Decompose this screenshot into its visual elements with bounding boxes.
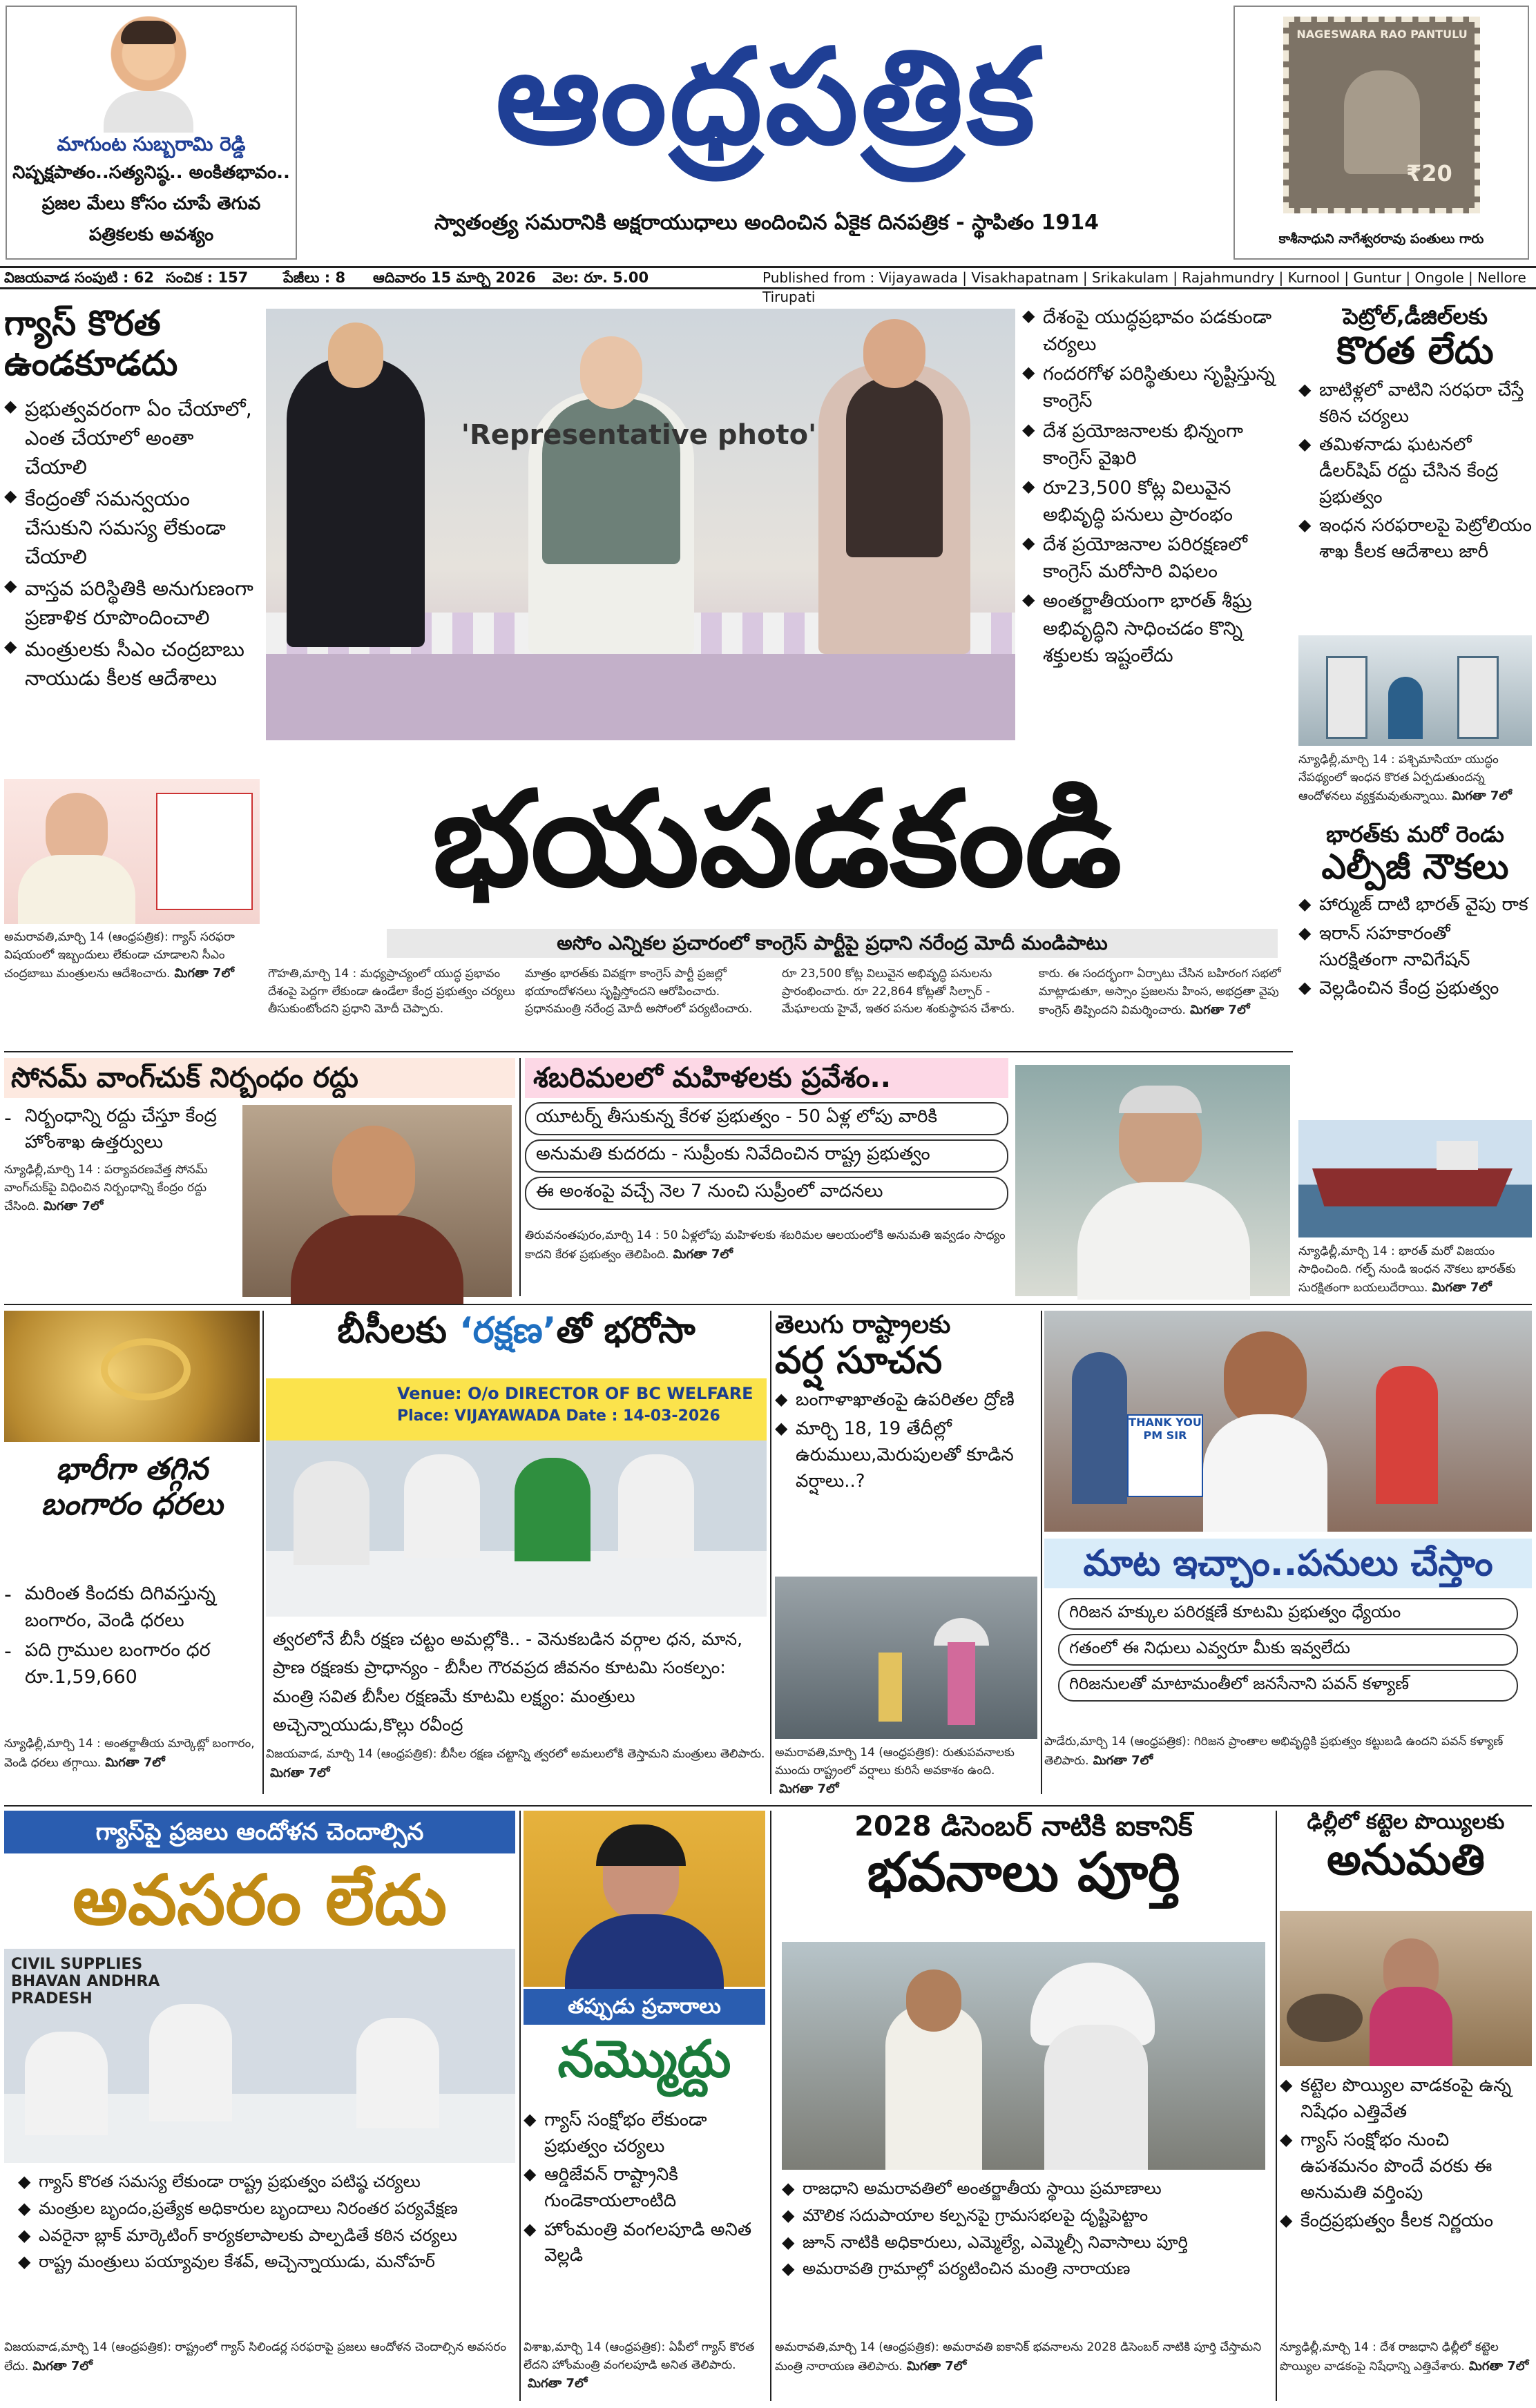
list-item: ◆ బంగాళాఖాతంపై ఉపరితల ద్రోణి bbox=[775, 1387, 1037, 1414]
caption-line-2: ప్రజల మేలు కోసం చూపే తెగువ bbox=[41, 193, 261, 214]
petrol-kicker: పెట్రోల్,డీజిల్‌లకు bbox=[1343, 303, 1488, 329]
more-link[interactable]: మిగతా 7లో bbox=[174, 966, 234, 981]
maata-bullets bbox=[1058, 1594, 1518, 1706]
lpg-kicker: భారత్‌కు మరో రెండు bbox=[1326, 821, 1504, 847]
list-item: - మరింత కిందకు దిగివస్తున్న బంగారం, వెండి ధరలు bbox=[4, 1580, 260, 1634]
lpg-story bbox=[1298, 822, 1532, 1305]
sonam-photo bbox=[242, 1105, 512, 1297]
dateline-bar bbox=[0, 266, 1536, 305]
rain-text: అమరావతి,మార్చి 14 (ఆంధ్రపత్రిక): రుతుపవనాలకు ముందు రాష్ట్రంలో వర్షాలు కురిసే అవకాశం ఉంది. bbox=[775, 1746, 1015, 1778]
bc-headline-quote: ‘రక్షణ’ bbox=[459, 1310, 557, 1351]
avasaram-text: విజయవాడ,మార్చి 14 (ఆంధ్రపత్రిక): రాష్ట్రంలో గ్యాస్ సిలిండర్ల సరఫరాపై ప్రజలు ఆందోళన చెందాల్సిన అవసరం లేదు. bbox=[4, 2340, 507, 2373]
divider bbox=[519, 1811, 521, 2401]
civil-supplies-photo bbox=[4, 1949, 515, 2163]
list-item: ◆ ఇంధన సరఫరాలపై పెట్రోలియం శాఖ కీలక ఆదేశాలు జారీ bbox=[1298, 513, 1532, 565]
list-item: ◆ కేంద్రప్రభుత్వం కీలక నిర్ణయం bbox=[1280, 2208, 1532, 2235]
divider bbox=[770, 1311, 771, 1794]
photo-sign: CIVIL SUPPLIES BHAVAN ANDHRA PRADESH bbox=[11, 1956, 160, 2007]
pill: గతంలో ఈ నిధులు ఎవ్వరూ మీకు ఇవ్వలేదు bbox=[1058, 1634, 1518, 1666]
caption-line-3: పత్రికలకు అవశ్యం bbox=[88, 224, 214, 245]
gas-headline: గ్యాస్ కొరత ఉండకూడదు bbox=[4, 303, 178, 383]
delhi-story bbox=[1280, 1811, 1532, 2405]
banner-place: Place: VIJAYAWADA Date : 14-03-2026 bbox=[397, 1407, 720, 1425]
list-item: ◆ ఎవరైనా బ్లాక్ మార్కెటింగ్ కార్యకలాపాలకు పాల్పడితే కఠిన చర్యలు bbox=[18, 2224, 508, 2248]
stamp-value: ₹20 bbox=[1406, 160, 1452, 186]
right-ear-box bbox=[1233, 6, 1529, 260]
main-headline: భయపడకండి bbox=[432, 762, 1122, 916]
divider bbox=[4, 1304, 1532, 1305]
list-item: ◆ వెల్లడించిన కేంద్ర ప్రభుత్వం bbox=[1298, 976, 1532, 1002]
gold-body bbox=[4, 1735, 260, 1798]
cbn-body bbox=[4, 929, 260, 1050]
modi-bullets-box bbox=[1022, 304, 1292, 746]
bc-headline-post: తో భరోసా bbox=[556, 1310, 695, 1351]
rain-kicker: తెలుగు రాష్ట్రాలకు bbox=[775, 1311, 951, 1339]
maata-body bbox=[1044, 1733, 1532, 1799]
gold-headline: భారీగా తగ్గిన బంగారం ధరలు bbox=[41, 1452, 223, 1522]
fuel-pump-photo bbox=[1298, 635, 1532, 746]
stamp-text: NAGESWARA RAO PANTULU bbox=[1296, 28, 1468, 41]
list-item: ◆ కట్టెల పొయ్యిల వాడకంపై ఉన్న నిషేధం ఎత్తివేత bbox=[1280, 2073, 1532, 2125]
rain-body bbox=[775, 1744, 1037, 1798]
more-link[interactable]: మిగతా 7లో bbox=[1093, 1753, 1153, 1768]
rain-headline: వర్ష సూచన bbox=[775, 1338, 943, 1383]
petrol-text: న్యూఢిల్లీ,మార్చి 14 : పశ్చిమాసియా యుద్ధం నేపథ్యంలో ఇంధన కొరత ఏర్పడుతుందన్న ఆందోళనలు వ్యక్తమవుతున్నాయి. bbox=[1298, 753, 1499, 803]
list-item: ◆ దేశంపై యుద్ధప్రభావం పడకుండా చర్యలు bbox=[1022, 304, 1292, 358]
lpg-bullets bbox=[1298, 892, 1532, 1002]
petrol-headline: కొరత లేదు bbox=[1336, 328, 1494, 372]
firewood-stove-photo bbox=[1280, 1911, 1532, 2066]
rumor-story bbox=[524, 1811, 765, 2405]
sabarimala-body bbox=[525, 1227, 1008, 1296]
bc-bullets: త్వరలోనే బీసీ రక్షణ చట్టం అమల్లోకి.. - వెనుకబడిన వర్గాల ధన, మాన, ప్రాణ రక్షణకు ప్రాధాన్యం - బీసీల గౌరవప్రద జీవనం కూటమి సంకల్పం: మంత్రి సవిత బీసీల రక్షణమే కూటమి లక్ష్యం: మంత్రులు అచ్చెన్నాయుడు,కొల్లు రవీంద్ర bbox=[273, 1629, 743, 1735]
pages: పేజీలు : 8 bbox=[283, 269, 346, 286]
more-link[interactable]: మిగతా 7లో bbox=[32, 2358, 93, 2373]
list-item: ◆ గ్యాస్ కొరత సమస్య లేకుండా రాష్ట్ర ప్రభుత్వం పటిష్ఠ చర్యలు bbox=[18, 2170, 508, 2194]
list-item: ◆ కేంద్రంతో సమన్వయం చేసుకుని సమస్య లేకుండా చేయాలి bbox=[4, 484, 260, 571]
bc-headline bbox=[266, 1311, 767, 1352]
divider bbox=[4, 1805, 1532, 1807]
list-item: ◆ రూ23,500 కోట్ల విలువైన అభివృద్ధి పనులు ప్రారంభం bbox=[1022, 474, 1292, 528]
rumor-body bbox=[524, 2339, 765, 2401]
gold-text: న్యూఢిల్లీ,మార్చి 14 : అంతర్జాతీయ మార్కెట్లో బంగారం, వెండి ధరలు తగ్గాయి. bbox=[4, 1737, 255, 1770]
main-col-4 bbox=[1039, 965, 1292, 1045]
pill: ఈ అంశంపై వచ్చే నెల 7 నుంచి సుప్రీంలో వాదనలు bbox=[525, 1177, 1008, 1210]
rumor-bullets bbox=[524, 2108, 765, 2272]
delhi-text: న్యూఢిల్లీ,మార్చి 14 : దేశ రాజధాని ఢిల్లీలో కట్టెల పొయ్యిల వాడకంపై నిషేధాన్ని ఎత్తివేశారు. bbox=[1280, 2340, 1499, 2373]
gold-photo bbox=[4, 1311, 260, 1442]
more-link[interactable]: మిగతా 7లో bbox=[528, 2376, 588, 2391]
main-subhead: అసోం ఎన్నికల ప్రచారంలో కాంగ్రెస్ పార్టీపై ప్రధాని నరేంద్ర మోదీ మండిపాటు bbox=[387, 929, 1278, 958]
list-item: ◆ ప్రభుత్వవరంగా ఏం చేయాలో, ఎంత చేయాలో అంతా చేయాలి bbox=[4, 394, 260, 481]
amaravati-bullets bbox=[782, 2177, 1265, 2284]
more-link[interactable]: మిగతా 7లో bbox=[1468, 2358, 1529, 2373]
amaravati-story bbox=[775, 1811, 1272, 2405]
list-item: ◆ మార్చి 18, 19 తేదీల్లో ఉరుములు,మెరుపులతో కూడిన వర్షాలు..? bbox=[775, 1416, 1037, 1494]
lpg-headline: ఎల్పీజీ నౌకలు bbox=[1321, 846, 1509, 887]
list-item: ◆ బాటిళ్లలో వాటిని సరఫరా చేస్తే కఠిన చర్యలు bbox=[1298, 378, 1532, 430]
divider bbox=[262, 1311, 264, 1794]
list-item: - పది గ్రాముల బంగారం ధర రూ.1,59,660 bbox=[4, 1637, 260, 1691]
list-item: ◆ దేశ ప్రయోజనాలకు భిన్నంగా కాంగ్రెస్ వైఖరి bbox=[1022, 418, 1292, 472]
sabarimala-text: తిరువనంతపురం,మార్చి 14 : 50 ఏళ్లలోపు మహిళలకు శబరిమల ఆలయంలోకి అనుమతి ఇవ్వడం సాధ్యం కాదని కేరళ ప్రభుత్వం తెలిపింది. bbox=[525, 1229, 1006, 1262]
amaravati-text: అమరావతి,మార్చి 14 (ఆంధ్రపత్రిక): అమరావతి ఐకానిక్ భవనాలను 2028 డిసెంబర్ నాటికి పూర్తి చేస్తామని మంత్రి నారాయణ తెలిపారు. bbox=[775, 2340, 1262, 2373]
cbn-photo bbox=[4, 779, 260, 924]
tagline: స్వాతంత్ర్య సమరానికి అక్షరాయుధాలు అందించిన ఏకైక దినపత్రిక - స్థాపితం 1914 bbox=[434, 211, 1099, 235]
sonam-body bbox=[4, 1162, 232, 1300]
amaravati-body bbox=[775, 2339, 1272, 2401]
pill: అనుమతి కుదరదు - సుప్రీంకు నివేదించిన రాష్ట్ర ప్రభుత్వం bbox=[525, 1139, 1008, 1173]
list-item: ◆ హార్ముజ్ దాటి భారత్ వైపు రాక bbox=[1298, 892, 1532, 918]
banner-venue: Venue: O/o DIRECTOR OF BC WELFARE bbox=[397, 1384, 753, 1403]
delhi-bullets bbox=[1280, 2073, 1532, 2237]
sonam-story bbox=[4, 1058, 515, 1300]
amaravati-headline: భవనాలు పూర్తి bbox=[867, 1842, 1180, 1904]
list-item: ◆ గ్యాస్ సంక్షోభం లేకుండా ప్రభుత్వం చర్యలు bbox=[524, 2108, 765, 2159]
bc-story bbox=[266, 1311, 767, 1801]
volume: విజయవాడ సంపుటి : 62 bbox=[4, 269, 154, 286]
sonam-bullets bbox=[4, 1104, 232, 1155]
modi-bullets bbox=[1022, 304, 1292, 669]
divider bbox=[519, 1058, 521, 1296]
bc-body bbox=[266, 1746, 767, 1798]
list-item: ◆ మౌలిక సదుపాయాల కల్పనపై గ్రామసభలపై దృష్టిపెట్టాం bbox=[782, 2204, 1265, 2228]
more-link[interactable]: మిగతా 7లో bbox=[43, 1199, 104, 1213]
date: ఆదివారం 15 మార్చి 2026 bbox=[373, 269, 536, 286]
published-from: Published from : Vijayawada | Visakhapatnam | Srikakulam | Rajahmundry | Kurnool | Guntur | Ongole | Nellore Tirupati bbox=[762, 269, 1526, 305]
rain-story bbox=[775, 1311, 1037, 1801]
delhi-kicker: ఢిల్లీలో కట్టెల పొయ్యిలకు bbox=[1307, 1810, 1505, 1834]
sonam-headline: సోనమ్ వాంగ్‌చుక్ నిర్బంధం రద్దు bbox=[4, 1058, 515, 1098]
more-link[interactable]: మిగతా 7లో bbox=[105, 1755, 165, 1770]
list-item: ◆ జూన్ నాటికి అధికారులు, ఎమ్మెల్యే, ఎమ్మెల్సీ నివాసాలు పూర్తి bbox=[782, 2231, 1265, 2255]
sabarimala-pills bbox=[525, 1102, 1008, 1210]
list-item: ◆ ఇరాన్ సహకారంతో సురక్షితంగా నావిగేషన్ bbox=[1298, 921, 1532, 973]
list-item: ◆ రాష్ట్ర మంత్రులు పయ్యావుల కేశవ్, అచ్చెన్నాయుడు, మనోహర్ bbox=[18, 2250, 508, 2274]
pill: గిరిజనులతో మాటామంతీలో జనసేనాని పవన్ కళ్యాణ్ bbox=[1058, 1670, 1518, 1702]
vijayan-photo bbox=[1015, 1065, 1290, 1296]
newspaper-title: ఆంధ్రపత్రిక bbox=[495, 19, 1038, 173]
gas-bullets bbox=[4, 394, 260, 693]
more-link[interactable]: మిగతా 7లో bbox=[1189, 1003, 1250, 1017]
issue: సంచిక : 157 bbox=[166, 269, 249, 286]
masthead bbox=[0, 0, 1536, 266]
list-item: - నిర్బంధాన్ని రద్దు చేస్తూ కేంద్ర హోంశాఖ ఉత్తర్వులు bbox=[4, 1104, 232, 1155]
main-col-2: మాత్రం భారత్‌కు వివక్షగా కాంగ్రెస్ పార్టీ ప్రజల్లో భయాందోళనలు సృష్టిస్తోందని ఆరోపించారు. ప్రధానమంత్రి నరేంద్ర మోదీ అసోంలో పర్యటించారు. bbox=[525, 967, 753, 1016]
lpg-body bbox=[1298, 1243, 1532, 1302]
delhi-body bbox=[1280, 2339, 1532, 2401]
avasaram-headline: అవసరం లేదు bbox=[72, 1860, 448, 1940]
more-link[interactable]: మిగతా 7లో bbox=[1432, 1280, 1492, 1295]
modi-event-photo bbox=[266, 309, 1015, 740]
delhi-headline: అనుమతి bbox=[1327, 1833, 1485, 1885]
gold-story bbox=[4, 1311, 260, 1801]
list-item: ◆ ఆర్డిజేవన్ రాష్ట్రానికి గుండెకాయలాంటిది bbox=[524, 2162, 765, 2214]
gold-bullets bbox=[4, 1580, 260, 1694]
bc-meeting-photo bbox=[266, 1378, 767, 1617]
list-item: ◆ దేశ ప్రయోజనాల పరిరక్షణలో కాంగ్రెస్ మరోసారి విఫలం bbox=[1022, 531, 1292, 585]
maata-story bbox=[1044, 1311, 1532, 1801]
price: వెల: రూ. 5.00 bbox=[553, 269, 649, 286]
bc-text: విజయవాడ, మార్చి 14 (ఆంధ్రపత్రిక): బీసీల రక్షణ చట్టాన్ని త్వరలో అమలులోకి తెస్తామని మంత్రులు తెలిపారు. bbox=[266, 1747, 765, 1761]
divider bbox=[770, 1811, 771, 2401]
rumor-tag: తప్పుడు ప్రచారాలు bbox=[524, 1989, 765, 2025]
cbn-text: అమరావతి,మార్చి 14 (ఆంధ్రపత్రిక): గ్యాస్ సరఫరా విషయంలో ఇబ్బందులు లేకుండా చూడాలని సీఎం చంద్రబాబు మంత్రులను ఆదేశించారు. bbox=[4, 930, 235, 981]
more-link[interactable]: మిగతా 7లో bbox=[906, 2358, 967, 2373]
sonam-text: న్యూఢిల్లీ,మార్చి 14 : పర్యావరణవేత్త సోనమ్ వాంగ్‌చుక్‌పై విధించిన నిర్బంధాన్ని కేంద్రం రద్దు చేసింది. bbox=[4, 1163, 208, 1213]
photo-sign: THANK YOU PM SIR bbox=[1127, 1414, 1203, 1497]
maata-text: పాడేరు,మార్చి 14 (ఆంధ్రపత్రిక): గిరిజన ప్రాంతాల అభివృద్ధికి ప్రభుత్వం కట్టుబడి ఉందని పవన్ కళ్యాణ్ తెలిపారు. bbox=[1044, 1735, 1504, 1768]
petrol-story bbox=[1298, 304, 1532, 815]
main-col-4-text: కారు. ఈ సందర్భంగా ఏర్పాటు చేసిన బహిరంగ సభలో మాట్లాడుతూ, అస్సాం ప్రజలను హింస, అభద్రతా వైపు కాంగ్రెస్ తిప్పిందని విమర్శించారు. bbox=[1039, 967, 1281, 1017]
stamp bbox=[1283, 17, 1480, 213]
list-item: ◆ తమిళనాడు ఘటనలో డీలర్‌షిప్ రద్దు చేసిన కేంద్ర ప్రభుత్వం bbox=[1298, 432, 1532, 510]
avasaram-story bbox=[4, 1811, 515, 2405]
photo-overlay-text: 'Representative photo' bbox=[461, 419, 817, 451]
amaravati-kicker: 2028 డిసెంబర్ నాటికి ఐకానిక్ bbox=[854, 1811, 1193, 1842]
sabarimala-story bbox=[525, 1058, 1292, 1300]
list-item: ◆ అమరావతి గ్రామాల్లో పర్యటించిన మంత్రి నారాయణ bbox=[782, 2257, 1265, 2281]
petrol-bullets bbox=[1298, 378, 1532, 566]
list-item: ◆ గ్యాస్ సంక్షోభం నుంచి ఉపశమనం పొందే వరకు ఈ అనుమతి వర్తింపు bbox=[1280, 2128, 1532, 2206]
divider bbox=[1041, 1311, 1042, 1794]
pawan-photo bbox=[1044, 1311, 1532, 1532]
more-link[interactable]: మిగతా 7లో bbox=[270, 1765, 330, 1780]
main-col-3: రూ 23,500 కోట్ల విలువైన అభివృద్ధి పనులను ప్రారంభించారు. రూ 22,864 కోట్లతో సిల్చార్ - మేఘాలయ హైవే, ఇతర పనుల శంకుస్థాపన చేశారు. bbox=[782, 967, 1015, 1016]
list-item: ◆ వాస్తవ పరిస్థితికి అనుగుణంగా ప్రణాళిక రూపొందించాలి bbox=[4, 574, 260, 632]
more-link[interactable]: మిగతా 7లో bbox=[779, 1782, 839, 1796]
list-item: ◆ మంత్రుల బృందం,ప్రత్యేక అధికారుల బృందాలు నిరంతర పర్యవేక్షణ bbox=[18, 2197, 508, 2221]
list-item: ◆ హోంమంత్రి వంగలపూడి అనిత వెల్లడి bbox=[524, 2217, 765, 2269]
pill: యూటర్న్ తీసుకున్న కేరళ ప్రభుత్వం - 50 ఏళ్ల లోపు వారికి bbox=[525, 1102, 1008, 1135]
list-item: ◆ రాజధాని అమరావతిలో అంతర్జాతీయ స్థాయి ప్రమాణాలు bbox=[782, 2177, 1265, 2201]
portrait-photo bbox=[90, 15, 207, 126]
rumor-text: విశాఖ,మార్చి 14 (ఆంధ్రపత్రిక): ఏపీలో గ్యాస్ కొరత లేదని హోంమంత్రి వంగలపూడి అనిత తెలిపారు. bbox=[524, 2340, 755, 2372]
anitha-photo bbox=[524, 1811, 765, 1987]
gas-story bbox=[4, 304, 260, 773]
left-ear-box bbox=[6, 6, 297, 260]
list-item: ◆ అంతర్జాతీయంగా భారత్ శీఘ్ర అభివృద్ధిని సాధించడం కొన్ని శక్తులకు ఇష్టంలేదు bbox=[1022, 588, 1292, 668]
bc-headline-pre: బీసీలకు bbox=[337, 1310, 447, 1351]
rain-bullets bbox=[775, 1387, 1037, 1494]
portrait-name: మాగుంట సుబ్బరామి రెడ్డి bbox=[57, 133, 246, 155]
rain-photo bbox=[775, 1577, 1037, 1739]
avasaram-banner: గ్యాస్‌పై ప్రజలు ఆందోళన చెందాల్సిన bbox=[4, 1811, 515, 1853]
ship-photo bbox=[1298, 1120, 1532, 1237]
pill: గిరిజన హక్కుల పరిరక్షణే కూటమి ప్రభుత్వం ధ్యేయం bbox=[1058, 1598, 1518, 1630]
list-item: ◆ మంత్రులకు సీఎం చంద్రబాబు నాయుడు కీలక ఆదేశాలు bbox=[4, 635, 260, 693]
sabarimala-headline: శబరిమలలో మహిళలకు ప్రవేశం.. bbox=[525, 1058, 1008, 1098]
list-item: ◆ గందరగోళ పరిస్థితులు సృష్టిస్తున్న కాంగ్రెస్ bbox=[1022, 360, 1292, 414]
avasaram-bullets bbox=[18, 2170, 508, 2277]
divider bbox=[4, 1051, 1293, 1052]
more-link[interactable]: మిగతా 7లో bbox=[1452, 789, 1512, 803]
more-link[interactable]: మిగతా 7లో bbox=[673, 1246, 733, 1262]
narayana-photo bbox=[782, 1942, 1265, 2170]
caption-line-1: నిష్పక్షపాతం..సత్యనిష్ఠ.. అంకితభావం.. bbox=[12, 162, 290, 183]
main-col-1: గౌహతి,మార్చి 14 : మధ్యప్రాచ్యంలో యుద్ధ ప్రభావం దేశంపై పెద్దగా లేకుండా ఉండేలా కేంద్ర ప్రభుత్వం చర్యలు తీసుకుంటోందని ప్రధాని మోదీ చెప్పారు. bbox=[268, 967, 515, 1016]
stamp-caption: కాశీనాధుని నాగేశ్వరరావు పంతులు గారు bbox=[1278, 231, 1484, 247]
maata-headline: మాట ఇచ్చాం..పనులు చేస్తాం bbox=[1044, 1539, 1532, 1588]
rumor-headline: నమ్మొద్దు bbox=[557, 2030, 731, 2089]
avasaram-body bbox=[4, 2339, 515, 2401]
divider bbox=[1276, 1811, 1277, 2401]
lpg-text: న్యూఢిల్లీ,మార్చి 14 : భారత్ మరో విజయం సాధించింది. గల్ఫ్ నుండి ఇంధన నౌకలు భారత్‌కు సురక్షితంగా బయలుదేరాయి. bbox=[1298, 1244, 1516, 1295]
petrol-body bbox=[1298, 751, 1532, 807]
